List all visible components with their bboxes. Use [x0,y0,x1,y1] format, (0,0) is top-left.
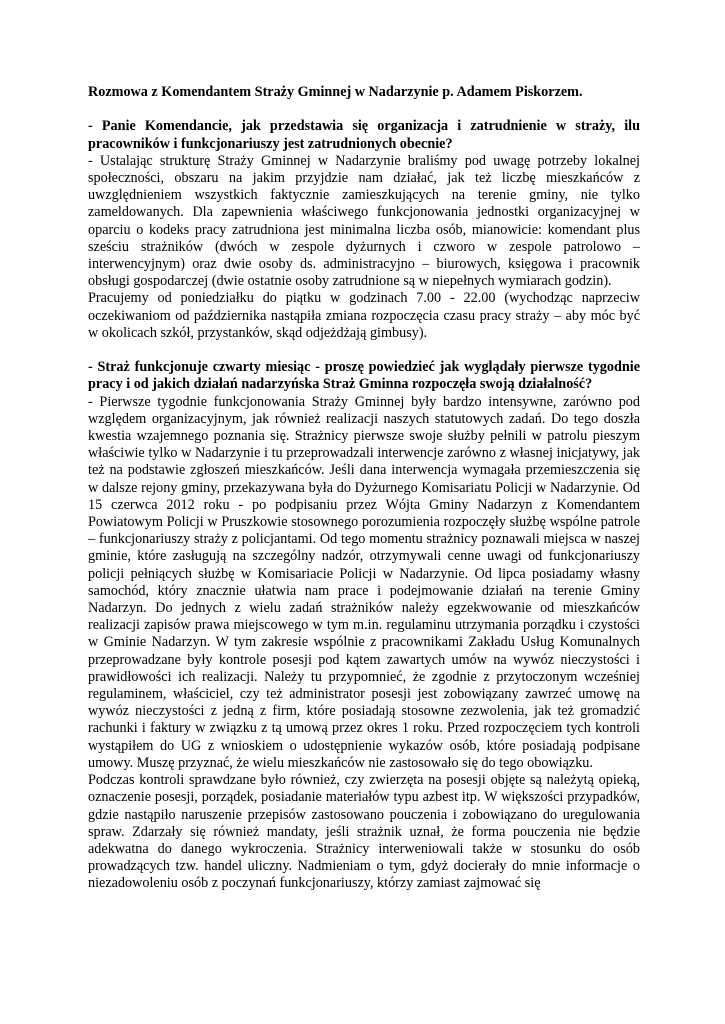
interview-question-1: - Panie Komendancie, jak przedstawia się organizacja i zatrudnienie w straży, ilu pracowników i funkcjonariuszy jest zatrudnionych obecnie? [88,118,640,152]
interview-answer-1-paragraph-2: Pracujemy od poniedziałku do piątku w godzinach 7.00 - 22.00 (wychodząc naprzeciw oczekiwaniom od października nastąpiła zmiana rozpoczęcia czasu pracy straży – aby móc być w okolicach szkół, przystanków, skąd odjeżdżają gimbusy). [88,290,640,341]
document-title: Rozmowa z Komendantem Straży Gminnej w Nadarzynie p. Adamem Piskorzem. [88,84,583,100]
interview-answer-2-paragraph-1: - Pierwsze tygodnie funkcjonowania Straży Gminnej były bardzo intensywne, zarówno pod względem organizacyjnym, jak również realizacji naszych statutowych zadań. Do tego doszła kwestia wzajemnego poznania się. Strażnicy pierwsze swoje służby pełnili w patrolu pieszym właściwie tylko w Nadarzynie i tu przeprowadzali interwencje zarówno z własnej inicjatywy, jak też na podstawie zgłoszeń mieszkańców. Jeśli dana interwencja wymagała przemieszczenia się w dalsze rejony gminy, przekazywana była do Dyżurnego Komisariatu Policji w Nadarzynie. Od 15 czerwca 2012 roku - po podpisaniu przez Wójta Gminy Nadarzyn z Komendantem Powiatowym Policji w Pruszkowie stosownego porozumienia rozpoczęły służbę wspólne patrole – funkcjonariuszy straży z policjantami. Od tego momentu strażnicy poznawali miejsca w naszej gminie, które zasługują na szczególny nadzór, otrzymywali cenne uwagi od funkcjonariuszy policji pełniących służbę w Komisariacie Policji w Nadarzynie. Od lipca posiadamy własny samochód, który znacznie ułatwia nam prace i podejmowanie działań na terenie Gminy Nadarzyn. Do jednych z wielu zadań strażników należy egzekwowanie od mieszkańców realizacji zapisów prawa miejscowego w tym m.in. regulaminu utrzymania porządku i czystości w Gminie Nadarzyn. W tym zakresie wspólnie z pracownikami Zakładu Usług Komunalnych przeprowadzane były kontrole posesji pod kątem zawartych umów na wywóz nieczystości i prawidłowości ich realizacji. Należy tu przypomnieć, że zgodnie z przytoczonym wcześniej regulaminem, właściciel, czy też administrator posesji jest zobowiązany zawrzeć umowę na wywóz nieczystości z jedną z firm, które posiadają stosowne zezwolenia, jak też gromadzić rachunki i faktury w związku z tą umową przez okres 1 roku. Przed rozpoczęciem tych kontroli wystąpiłem do UG z wnioskiem o udostępnienie wykazów osób, które posiadają podpisane umowy. Muszę przyznać, że wielu mieszkańców nie zastosowało się do tego obowiązku. [88,393,640,771]
document-page [88,84,640,893]
interview-answer-1-paragraph-1: - Ustalając strukturę Straży Gminnej w Nadarzynie braliśmy pod uwagę potrzeby lokalnej społeczności, obszaru na jakim przyjdzie nam działać, jak też liczbę mieszkańców z uwzględnieniem wszystkich faktycznie zamieszkujących na terenie gminy, nie tylko zameldowanych. Dla zapewnienia właściwego funkcjonowania jednostki organizacyjnej w oparciu o kodeks pracy zatrudniona jest minimalna liczba osób, mianowicie: komendant plus sześciu strażników (dwóch w zespole dyżurnych i czworo w zespole patrolowo – interwencyjnym) oraz dwie osoby ds. administracyjno – biurowych, księgowa i pracownik obsługi gospodarczej (dwie ostatnie osoby zatrudnione są w niepełnych wymiarach godzin). [88,152,640,290]
spacer [88,101,640,118]
interview-question-2: - Straż funkcjonuje czwarty miesiąc - proszę powiedzieć jak wyglądały pierwsze tygodnie pracy i od jakich działań nadarzyńska Straż Gminna rozpoczęła swoją działalność? [88,359,640,393]
interview-answer-2-paragraph-2: Podczas kontroli sprawdzane było również, czy zwierzęta na posesji objęte są należytą opieką, oznaczenie posesji, porządek, posiadanie materiałów typu azbest itp. W większości przypadków, gdzie nastąpiło naruszenie przepisów zastosowano pouczenia i zobowiązano do uregulowania spraw. Zdarzały się również mandaty, jeśli strażnik uznał, że forma pouczenia nie będzie adekwatna do danego wykroczenia. Strażnicy interweniowali także w stosunku do osób prowadzących tzw. handel uliczny. Nadmieniam o tym, gdyż docierały do mnie informacje o niezadowoleniu osób z poczynań funkcjonariuszy, którzy zamiast zajmować się [88,772,640,892]
spacer [88,342,640,359]
